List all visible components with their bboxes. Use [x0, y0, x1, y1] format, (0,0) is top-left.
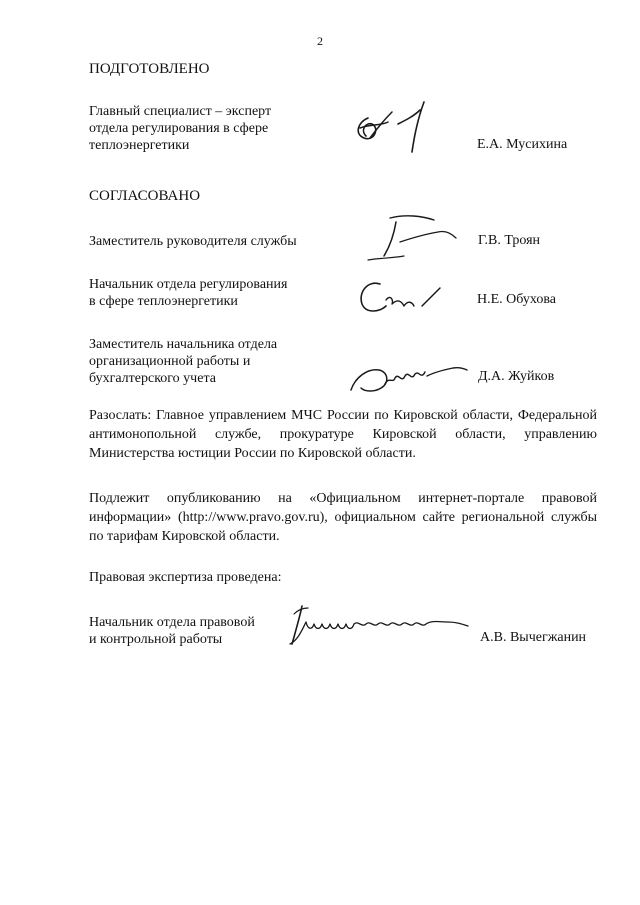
- prepared-position-line: отдела регулирования в сфере: [89, 121, 269, 136]
- prepared-signature: [340, 98, 450, 158]
- prepared-position-line: теплоэнергетики: [89, 138, 190, 153]
- legal-review-statement: Правовая экспертиза проведена:: [89, 570, 282, 585]
- signer-signature-3: [345, 358, 475, 398]
- publication-text: Подлежит опубликованию на «Официальном интернет-портале правовой информации» (http://www.pravo.gov.ru), официальном сайте региональной службы по тарифам Кировской области.: [89, 491, 597, 544]
- signer-name-3: Д.А. Жуйков: [478, 369, 555, 384]
- signer-name-1: Г.В. Троян: [478, 233, 541, 248]
- signer-name-2: Н.Е. Обухова: [477, 292, 556, 307]
- signer-signature-2: [350, 270, 460, 320]
- signer-position: [89, 233, 339, 250]
- signer-position-line: Заместитель начальника отдела: [89, 337, 278, 352]
- signer-position-line: в сфере теплоэнергетики: [89, 294, 238, 309]
- signer-position-line: Начальник отдела регулирования: [89, 277, 288, 292]
- signer-position: [89, 336, 339, 387]
- legal-review-position-line: Начальник отдела правовой: [89, 615, 255, 630]
- agreed-heading: СОГЛАСОВАНО: [89, 188, 201, 204]
- prepared-heading: ПОДГОТОВЛЕНО: [89, 61, 210, 77]
- page-number: 2: [317, 34, 323, 48]
- signer-position-line: организационной работы и: [89, 354, 251, 369]
- signer-position-line: Заместитель руководителя службы: [89, 234, 297, 249]
- signer-position: [89, 276, 339, 310]
- signer-signature-1: [360, 208, 470, 268]
- prepared-name: Е.А. Мусихина: [477, 137, 568, 152]
- legal-review-position-line: и контрольной работы: [89, 632, 223, 647]
- distribution-text: Разослать: Главное управлением МЧС России по Кировской области, Федеральной антимонопольной службе, прокуратуре Кировской области, управлению Министерства юстиции России по Кировской области.: [89, 408, 597, 461]
- prepared-position-line: Главный специалист – эксперт: [89, 104, 272, 119]
- legal-review-signature: [282, 600, 472, 650]
- prepared-position: [89, 103, 339, 154]
- legal-review-name: А.В. Вычегжанин: [480, 630, 587, 645]
- signer-position-line: бухгалтерского учета: [89, 371, 216, 386]
